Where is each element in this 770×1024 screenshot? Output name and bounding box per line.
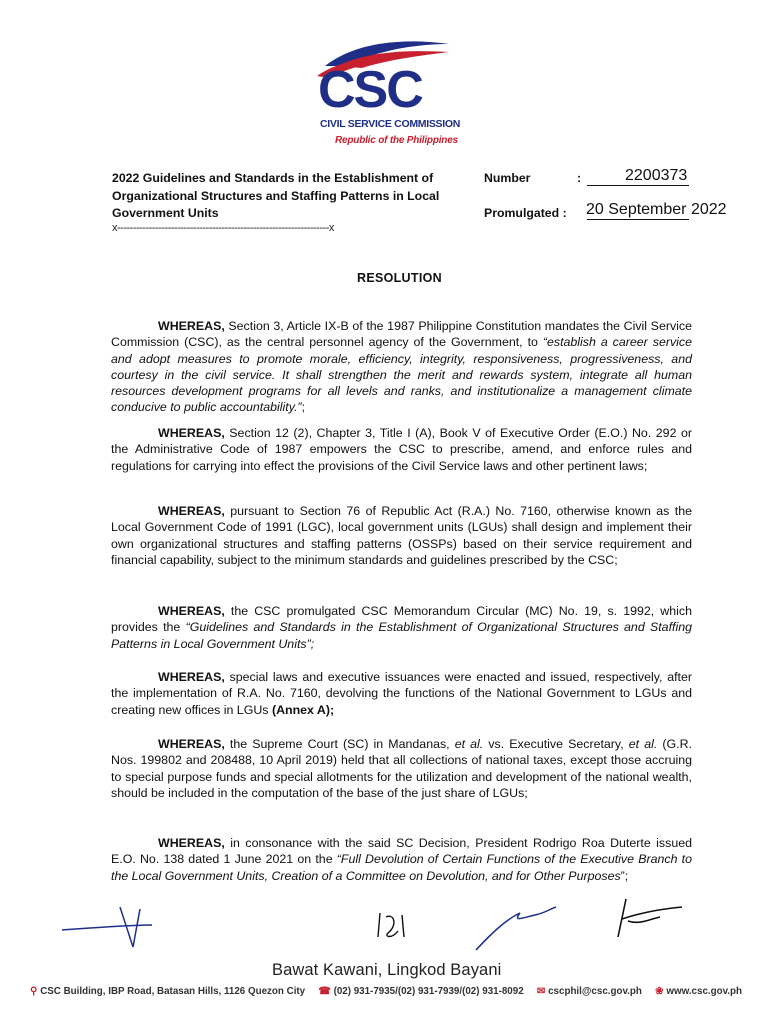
logo-commission-name: CIVIL SERVICE COMMISSION	[320, 118, 461, 130]
whereas-paragraph-6	[111, 736, 692, 801]
quoted-text: “establish a career service and adopt measures to promote morale, efficiency, integrity, responsiveness, progressiveness, and courtesy in the civil service. It shall strengthen the merit and rewards system, integrate all human resources development programs for all levels and ranks, and institutionalize a management climate conducive to public accountability.”	[111, 335, 692, 415]
annex-reference: (Annex A);	[271, 702, 335, 717]
globe-icon: ❀	[655, 986, 664, 997]
resolution-number: 2200373	[625, 167, 688, 184]
paragraph-text: (G.R. Nos. 199802 and 208488, 10 April 2019) held that all collections of national taxes, except those accruing to special purpose funds and special allotments for the utilization and development of the national wealth, should be included in the computation of the base of the just share of LGUs;	[111, 737, 692, 800]
website-link[interactable]: www.csc.gov.ph	[666, 986, 742, 997]
quoted-text: “Full Devolution of Certain Functions of the Executive Branch to the Local Government Units, Creation of a Committee on Devolution, and for Other Purposes	[111, 852, 692, 883]
number-underline	[587, 185, 689, 186]
address-text: CSC Building, IBP Road, Batasan Hills, 1126 Quezon City	[40, 986, 306, 997]
whereas-lead: WHEREAS,	[158, 604, 225, 618]
footer-web	[655, 986, 742, 997]
title-separator: x-------------------------------------------------------------------x	[112, 222, 334, 234]
logo-republic: Republic of the Philippines	[335, 135, 458, 146]
paragraph-text: ”;	[620, 868, 629, 883]
quoted-text: “Guidelines and Standards in the Establishment of Organizational Structures and Staffing Patterns in Local Government Units”;	[111, 620, 692, 651]
initial-mark-1	[62, 907, 152, 947]
footer	[30, 986, 742, 997]
italic-text: et al.	[454, 737, 484, 751]
whereas-paragraph-5	[111, 669, 692, 718]
promulgated-date: 20 September 2022	[586, 201, 727, 218]
phone-icon: ☎	[318, 986, 331, 997]
paragraph-text: Section 12 (2), Chapter 3, Title I (A), Book V of Executive Order (E.O.) No. 292 or the Administrative Code of 1987 empowers the CSC to prescribe, amend, and enforce rules and regulations for carrying into effect the provisions of the Civil Service laws and other pertinent laws;	[111, 426, 692, 473]
whereas-lead: WHEREAS,	[158, 319, 225, 333]
initial-mark-4	[618, 899, 682, 937]
initial-mark-3	[476, 907, 556, 950]
signatures	[0, 895, 770, 955]
whereas-lead: WHEREAS,	[158, 426, 225, 440]
paragraph-text: ;	[301, 400, 306, 415]
paragraph-text: vs. Executive Secretary,	[483, 737, 629, 751]
paragraph-text: Section 3, Article IX-B of the 1987 Philippine Constitution mandates the Civil Service Commission (CSC), as the central personnel agency of the Government, to	[111, 319, 692, 350]
email-text[interactable]: cscphil@csc.gov.ph	[548, 986, 642, 997]
promulgated-underline	[587, 219, 689, 220]
whereas-paragraph-7	[111, 835, 692, 884]
whereas-paragraph-1	[111, 318, 692, 416]
email-icon: ✉	[536, 986, 546, 997]
whereas-paragraph-3	[111, 503, 692, 568]
footer-phone	[318, 986, 523, 997]
phone-text: (02) 931-7935/(02) 931-7939/(02) 931-8092	[333, 986, 524, 997]
whereas-lead: WHEREAS,	[158, 737, 225, 751]
whereas-paragraph-2	[111, 425, 692, 474]
document-title: 2022 Guidelines and Standards in the Establishment of Organizational Structures and Staffing Patterns in Local Government Units	[112, 171, 440, 220]
number-label: Number	[484, 171, 531, 185]
whereas-lead: WHEREAS,	[158, 670, 225, 684]
italic-text: et al.	[628, 737, 658, 751]
location-pin-icon: ⚲	[30, 986, 38, 997]
initial-mark-2	[378, 913, 404, 937]
paragraph-text: pursuant to Section 76 of Republic Act (R.A.) No. 7160, otherwise known as the Local Government Code of 1991 (LGC), local government units (LGUs) shall design and implement their own organizational structures and staffing patterns (OSSPs) based on their service requirement and financial capability, subject to the minimum standards and guidelines prescribed by the CSC;	[111, 504, 692, 567]
logo-initials: CSC	[318, 61, 422, 119]
whereas-lead: WHEREAS,	[158, 504, 225, 518]
whereas-paragraph-4	[111, 603, 692, 652]
motto: Bawat Kawani, Lingkod Bayani	[272, 961, 502, 979]
paragraph-text: special laws and executive issuances were enacted and issued, respectively, after the implementation of R.A. No. 7160, devolving the functions of the National Government to LGUs and creating new offices in LGUs	[111, 670, 692, 717]
whereas-lead: WHEREAS,	[158, 836, 225, 850]
promulgated-label: Promulgated :	[484, 206, 567, 220]
paragraph-text: the Supreme Court (SC) in Mandanas,	[224, 737, 455, 751]
number-colon: :	[577, 171, 582, 185]
footer-email	[537, 986, 642, 997]
resolution-heading: RESOLUTION	[357, 271, 442, 285]
paragraph-text: in consonance with the said SC Decision, President Rodrigo Roa Duterte issued E.O. No. 138 dated 1 June 2021 on the	[111, 836, 692, 867]
footer-address	[30, 986, 305, 997]
paragraph-text: the CSC promulgated CSC Memorandum Circular (MC) No. 19, s. 1992, which provides the	[111, 604, 692, 635]
